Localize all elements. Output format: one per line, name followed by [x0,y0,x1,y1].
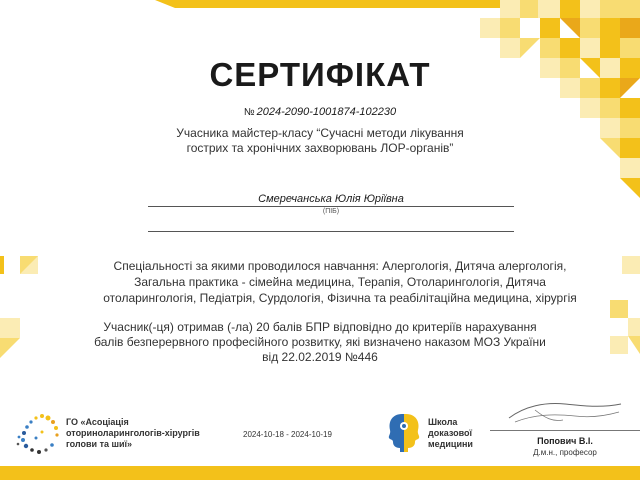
certificate-number-value: 2024-2090-1001874-102230 [256,106,397,118]
points-text [40,320,600,365]
participant-name: Смеречанська Юлія Юріївна [258,193,404,205]
association-name [66,417,236,450]
specialties-line: отоларингологія, Педіатрія, Сурдологія, Фізична та реабілітаційна медицина, хірургія [103,291,577,305]
number-sign: № [243,107,255,118]
points-line: балів безперервного професійного розвитку, які визначено наказом МОЗ України [94,335,546,349]
name-caption: (ПІБ) [322,208,340,215]
certificate-number [0,106,640,118]
master-class-line: гострих та хронічних захворювань ЛОР-органів” [186,141,454,155]
school-line: Школа [428,417,458,427]
master-class-line: Учасника майстер-класу “Сучасні методи лікування [176,126,464,140]
specialties-line: Загальна практика - сімейна медицина, Терапія, Отоларингологія, Дитяча [134,275,546,289]
points-line: від 22.02.2019 №446 [262,350,378,364]
certificate-title: СЕРТИФІКАТ [209,56,431,93]
two-faces-logo-icon [384,410,424,454]
master-class-title [0,126,640,156]
association-line: голови та шиї» [66,439,133,449]
school-line: доказової [428,428,473,438]
school-name [428,417,488,450]
signer-title: Д.м.н., професор [533,448,597,457]
specialties-line: Спеціальності за якими проводилося навчання: Алергологія, Дитяча алергологія, [113,259,567,273]
bottom-accent-bar [0,466,640,480]
event-dates: 2024-10-18 - 2024-10-19 [243,430,332,439]
divider-line [148,231,514,232]
school-line: медицини [428,439,473,449]
handwritten-signature-icon [505,396,625,428]
signature-line [490,430,640,431]
signer-name: Попович В.І. [537,436,593,446]
specialties-text [50,258,630,306]
association-line: оториноларингологів-хірургів [66,428,200,438]
name-underline [148,206,514,207]
dotted-circle-logo-icon [12,410,62,456]
association-line: ГО «Асоціація [66,417,129,427]
points-line: Учасник(-ця) отримав (-ла) 20 балів БПР відповідно до критеріїв нарахування [103,320,537,334]
